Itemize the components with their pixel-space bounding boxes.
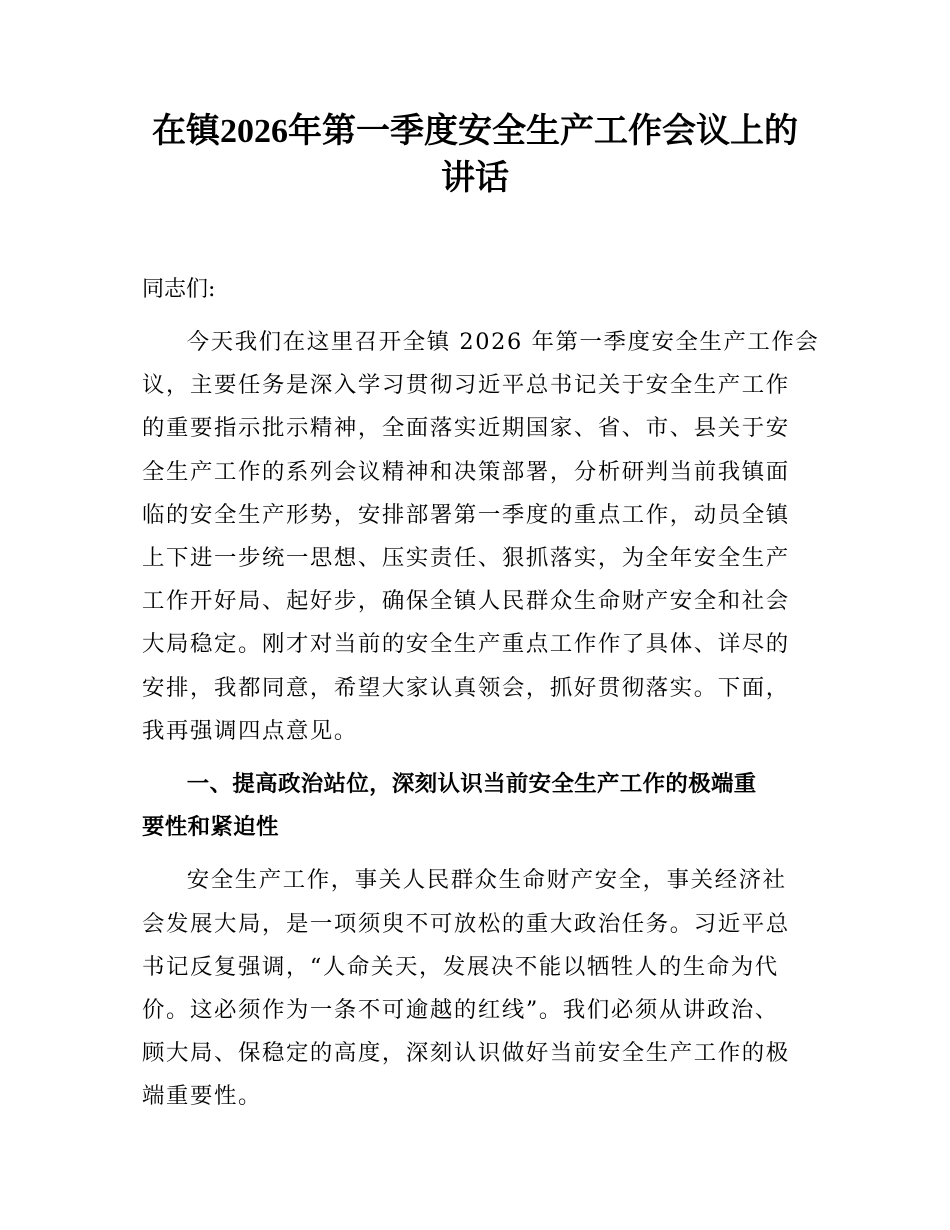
salutation: 同志们: xyxy=(142,277,216,302)
heading-line: 要性和紧迫性 xyxy=(142,814,279,841)
paragraph-line: 价。这必须作为一条不可逾越的红线”。我们必须从讲政治、 xyxy=(142,997,779,1024)
paragraph-line: 工作开好局、起好步，确保全镇人民群众生命财产安全和社会 xyxy=(142,588,790,615)
paragraph-line: 今天我们在这里召开全镇 2026 年第一季度安全生产工作会 xyxy=(186,329,820,355)
paragraph-line: 端重要性。 xyxy=(142,1083,262,1110)
paragraph-line: 议，主要任务是深入学习贯彻习近平总书记关于安全生产工作 xyxy=(142,372,790,399)
document-title xyxy=(142,0,808,202)
section-1-paragraph xyxy=(142,859,808,1118)
paragraph-line: 安全生产工作，事关人民群众生命财产安全，事关经济社 xyxy=(186,867,787,894)
paragraph-line: 顾大局、保稳定的高度，深刻认识做好当前安全生产工作的极 xyxy=(142,1040,790,1067)
paragraph-line: 全生产工作的系列会议精神和决策部署，分析研判当前我镇面 xyxy=(142,458,790,485)
title-line-1: 在镇2026年第一季度安全生产工作会议上的 xyxy=(152,113,798,150)
heading-line: 一、提高政治站位，深刻认识当前安全生产工作的极端重 xyxy=(186,771,757,798)
section-heading-1 xyxy=(142,763,808,849)
paragraph-line: 安排，我都同意，希望大家认真领会，抓好贯彻落实。下面， xyxy=(142,674,790,701)
document-page xyxy=(142,0,820,1119)
paragraph-line: 临的安全生产形势，安排部署第一季度的重点工作，动员全镇 xyxy=(142,501,790,528)
paragraph-line: 大局稳定。刚才对当前的安全生产重点工作作了具体、详尽的 xyxy=(142,631,790,658)
paragraph-line: 书记反复强调，“人命关天，发展决不能以牺牲人的生命为代 xyxy=(142,953,779,980)
paragraph-line: 会发展大局，是一项须臾不可放松的重大政治任务。习近平总 xyxy=(142,910,790,937)
paragraph-line: 的重要指示批示精神，全面落实近期国家、省、市、县关于安 xyxy=(142,415,790,442)
title-line-2: 讲话 xyxy=(441,160,509,197)
intro-paragraph xyxy=(142,321,820,753)
paragraph-line: 我再强调四点意见。 xyxy=(142,717,358,744)
paragraph-line: 上下进一步统一思想、压实责任、狠抓落实，为全年安全生产 xyxy=(142,545,790,572)
